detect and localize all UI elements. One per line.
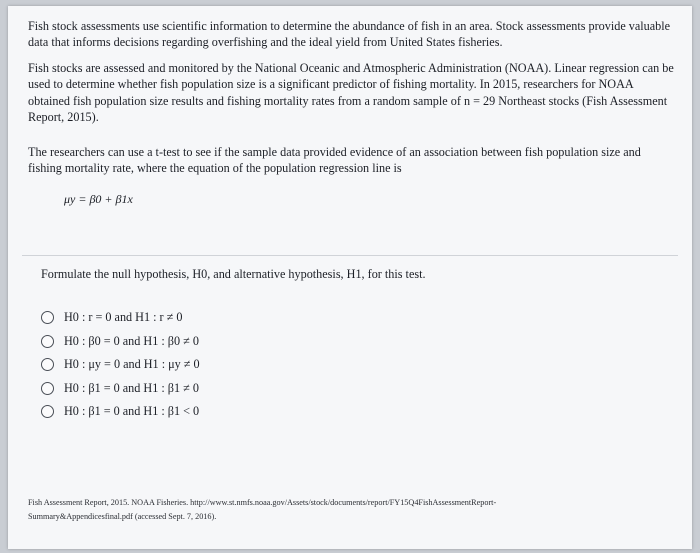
- answer-option-label: H0 : β1 = 0 and H1 : β1 ≠ 0: [64, 380, 199, 395]
- question-page: [8, 6, 692, 549]
- radio-button-icon[interactable]: [41, 405, 54, 418]
- radio-button-icon[interactable]: [41, 358, 54, 371]
- answer-options: [41, 306, 200, 424]
- answer-option-label: H0 : μy = 0 and H1 : μy ≠ 0: [64, 357, 200, 372]
- radio-button-icon[interactable]: [41, 335, 54, 348]
- radio-button-icon[interactable]: [41, 311, 54, 324]
- answer-option-2[interactable]: [41, 330, 200, 354]
- regression-equation: μy = β0 + β1x: [64, 192, 133, 206]
- intro-paragraph-3: The researchers can use a t-test to see if the sample data provided evidence of an association between fish population size and fishing mortality rate, where the equation of the population regression line is: [28, 145, 641, 176]
- answer-option-4[interactable]: [41, 377, 200, 401]
- answer-option-3[interactable]: [41, 353, 200, 377]
- answer-option-label: H0 : r = 0 and H1 : r ≠ 0: [64, 310, 183, 325]
- answer-option-1[interactable]: [41, 306, 200, 330]
- section-divider: [22, 255, 678, 256]
- intro-paragraph-2: Fish stocks are assessed and monitored by the National Oceanic and Atmospheric Administration (NOAA). Linear regression can be used to determine whether fish population size is a significant predictor of fishing mortality. In 2015, researchers for NOAA obtained fish population size results and fishing mortality rates from a random sample of n = 29 Northeast stocks (Fish Assessment Report, 2015).: [28, 61, 674, 125]
- citation-line-2: Summary&Appendicesfinal.pdf (accessed Sept. 7, 2016).: [28, 512, 217, 521]
- citation-line-1: Fish Assessment Report, 2015. NOAA Fisheries. http://www.st.nmfs.noaa.gov/Assets/stock/documents/report/FY15Q4FishAssessmentReport-: [28, 498, 497, 507]
- intro-paragraph-1: Fish stock assessments use scientific information to determine the abundance of fish in an area. Stock assessments provide valuable data that informs decisions regarding overfishing and the ideal yield from United States fisheries.: [28, 19, 671, 50]
- answer-option-5[interactable]: [41, 400, 200, 424]
- radio-button-icon[interactable]: [41, 382, 54, 395]
- answer-option-label: H0 : β0 = 0 and H1 : β0 ≠ 0: [64, 333, 199, 348]
- answer-option-label: H0 : β1 = 0 and H1 : β1 < 0: [64, 404, 200, 419]
- question-prompt: Formulate the null hypothesis, H0, and alternative hypothesis, H1, for this test.: [41, 267, 426, 281]
- citation-footer: [28, 496, 678, 524]
